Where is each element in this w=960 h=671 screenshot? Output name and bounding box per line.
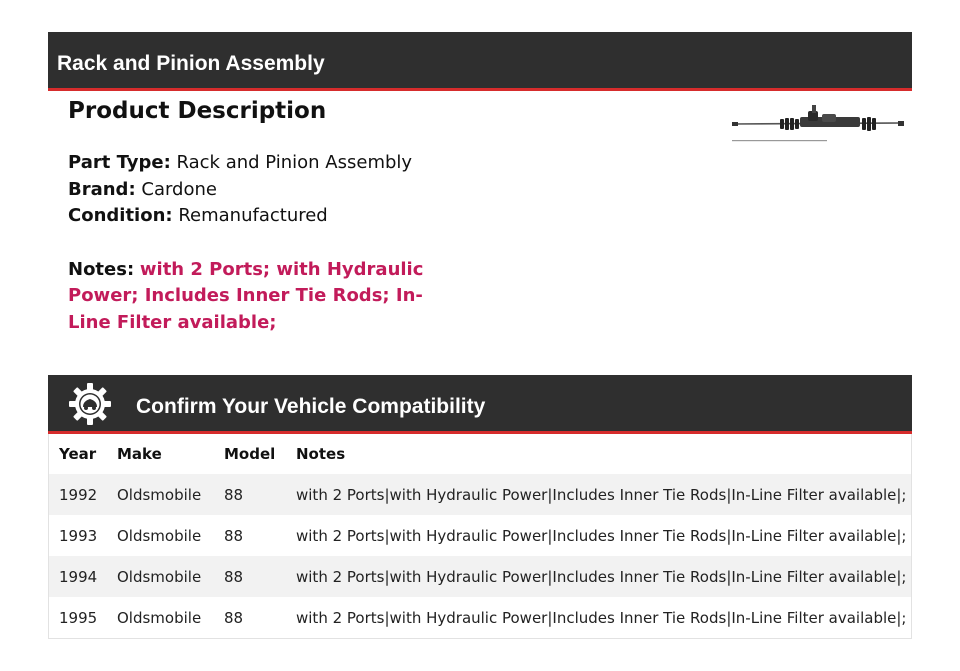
product-description — [68, 96, 488, 336]
table-row — [49, 556, 911, 597]
cell-notes: with 2 Ports|with Hydraulic Power|Includes Inner Tie Rods|In-Line Filter available|; — [296, 526, 907, 545]
cell-notes: with 2 Ports|with Hydraulic Power|Includes Inner Tie Rods|In-Line Filter available|; — [296, 567, 907, 586]
compatibility-table — [49, 434, 911, 638]
spec-label: Condition: — [68, 205, 173, 226]
column-header-year: Year — [59, 445, 97, 463]
spec-label: Part Type: — [68, 152, 171, 173]
table-row — [49, 515, 911, 556]
compatibility-header-bar — [48, 375, 912, 434]
cell-year: 1993 — [59, 526, 98, 545]
spec-value: Remanufactured — [178, 205, 328, 226]
steering-rack-image[interactable] — [730, 102, 905, 148]
gear-car-icon — [68, 382, 112, 426]
column-header-make: Make — [117, 445, 162, 463]
product-header-bar — [48, 32, 912, 91]
cell-make: Oldsmobile — [117, 485, 202, 504]
spec-value: Cardone — [141, 178, 217, 200]
notes-label: Notes: — [68, 258, 135, 280]
table-row — [49, 474, 911, 515]
cell-year: 1994 — [59, 567, 98, 586]
compatibility-header-title: Confirm Your Vehicle Compatibility — [136, 395, 486, 418]
product-header-title: Rack and Pinion Assembly — [57, 52, 325, 75]
table-header-row — [49, 434, 911, 474]
cell-notes: with 2 Ports|with Hydraulic Power|Includes Inner Tie Rods|In-Line Filter available|; — [296, 485, 907, 504]
cell-make: Oldsmobile — [117, 608, 202, 627]
cell-model: 88 — [224, 526, 244, 545]
cell-year: 1995 — [59, 608, 98, 627]
cell-model: 88 — [224, 485, 244, 504]
table-row — [49, 597, 911, 638]
cell-notes: with 2 Ports|with Hydraulic Power|Includes Inner Tie Rods|In-Line Filter available|; — [296, 608, 907, 627]
cell-model: 88 — [224, 608, 244, 627]
column-header-model: Model — [224, 445, 276, 463]
cell-make: Oldsmobile — [117, 567, 202, 586]
product-notes — [68, 257, 448, 337]
spec-condition — [68, 203, 488, 230]
cell-model: 88 — [224, 567, 244, 586]
spec-brand — [68, 177, 488, 204]
cell-make: Oldsmobile — [117, 526, 202, 545]
spec-value: Rack and Pinion Assembly — [176, 152, 413, 173]
spec-list — [68, 150, 488, 230]
notes-value: with 2 Ports; with Hydraulic Power; Includes Inner Tie Rods; In-Line Filter available; — [68, 258, 424, 333]
spec-label: Brand: — [68, 178, 136, 200]
column-header-notes: Notes — [296, 445, 346, 463]
spec-part-type — [68, 150, 488, 177]
cell-year: 1992 — [59, 485, 98, 504]
compatibility-table-wrapper — [48, 434, 912, 639]
product-description-heading: Product Description — [68, 98, 327, 124]
